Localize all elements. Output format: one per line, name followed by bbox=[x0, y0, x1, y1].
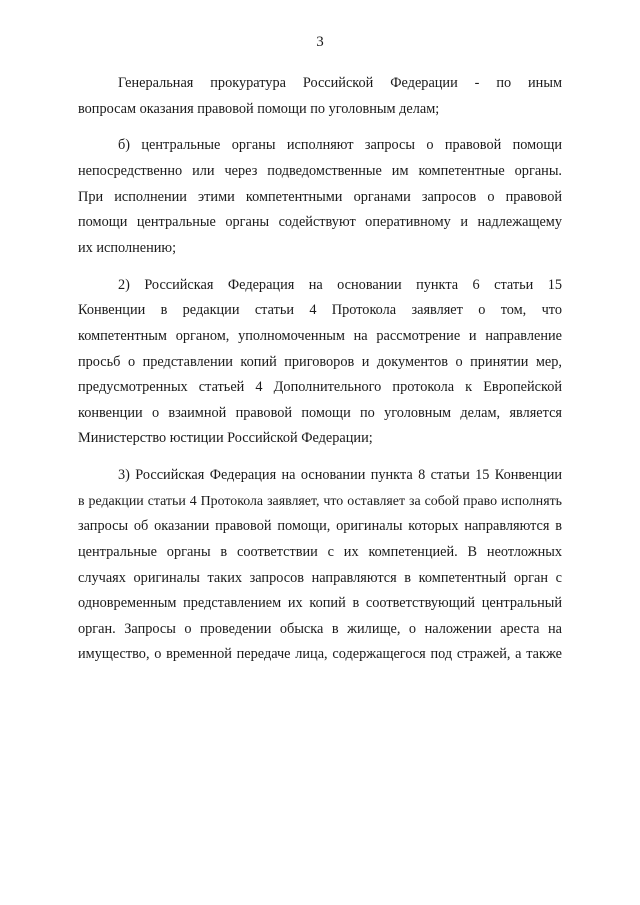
paragraph-line: запросы об оказании правовой помощи, оригиналы которых направляются в bbox=[78, 518, 562, 535]
paragraph-line: предусмотренных статьей 4 Дополнительного протокола к Европейской bbox=[78, 379, 562, 396]
paragraph-line: помощи центральные органы содействуют оперативному и надлежащему bbox=[78, 214, 562, 231]
paragraph-line: просьб о представлении копий приговоров и документов о принятии мер, bbox=[78, 353, 562, 370]
paragraph-line: компетентным органом, уполномоченным на рассмотрение и направление bbox=[78, 327, 562, 344]
paragraph-line: одновременным представлением их копий в соответствующий центральный bbox=[78, 595, 562, 612]
paragraph-line: вопросам оказания правовой помощи по уголовным делам; bbox=[78, 100, 440, 117]
paragraph-line: имущество, о временной передаче лица, содержащегося под стражей, а также bbox=[78, 646, 562, 663]
paragraph-1 bbox=[78, 71, 562, 122]
paragraph-line: Министерство юстиции Российской Федерации; bbox=[78, 430, 373, 447]
document-body bbox=[78, 71, 562, 679]
paragraph-3 bbox=[78, 273, 562, 452]
paragraph-line: их исполнению; bbox=[78, 239, 177, 256]
paragraph-line: Конвенции в редакции статьи 4 Протокола заявляет о том, что bbox=[78, 302, 562, 319]
paragraph-2 bbox=[78, 133, 562, 261]
paragraph-line: случаях оригиналы таких запросов направляются в компетентный орган с bbox=[78, 569, 562, 586]
paragraph-line: 2) Российская Федерация на основании пункта 6 статьи 15 bbox=[118, 276, 562, 293]
paragraph-line: непосредственно или через подведомственные им компетентные органы. bbox=[78, 163, 562, 180]
paragraph-line: орган. Запросы о проведении обыска в жилище, о наложении ареста на bbox=[78, 620, 562, 637]
paragraph-line: б) центральные органы исполняют запросы о правовой помощи bbox=[118, 137, 562, 154]
paragraph-line: в редакции статьи 4 Протокола заявляет, что оставляет за собой право исполнять bbox=[78, 493, 562, 509]
paragraph-line: центральные органы в соответствии с их компетенцией. В неотложных bbox=[78, 543, 562, 560]
page-number: 3 bbox=[316, 34, 324, 50]
paragraph-line: 3) Российская Федерация на основании пункта 8 статьи 15 Конвенции bbox=[118, 467, 562, 484]
paragraph-4 bbox=[78, 463, 562, 668]
paragraph-line: При исполнении этими компетентными органами запросов о правовой bbox=[78, 188, 562, 205]
paragraph-line: Генеральная прокуратура Российской Федерации - по иным bbox=[118, 75, 562, 91]
paragraph-line: конвенции о взаимной правовой помощи по уголовным делам, является bbox=[78, 404, 562, 421]
